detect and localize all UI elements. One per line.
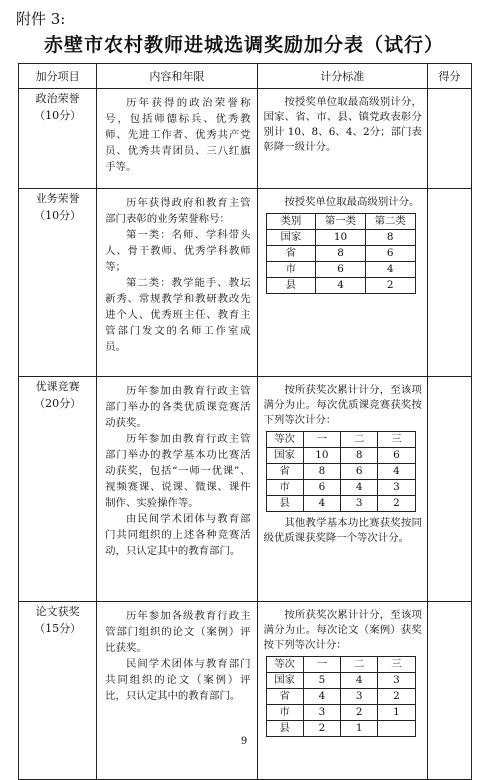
content-paragraph: 历年参加由教育行政主管部门举办的各类优质课竞赛活动获奖。 xyxy=(105,385,251,429)
content-paragraph: 历年获得的政治荣誉称号，包括师德标兵、优秀教师、先进工作者、优秀共产党员、优秀共青团员、三八红旗手等。 xyxy=(105,97,251,173)
item-cell xyxy=(19,189,97,377)
subtable-header-row xyxy=(266,214,415,230)
header-item: 加分项目 xyxy=(19,64,97,89)
content-paragraph: 第二类：教学能手、教坛新秀、常规教学和教研教改先进个人、优秀班主任、教育主管部门发文的名师工作室成员。 xyxy=(105,277,251,353)
subtable-header-cell: 等次 xyxy=(266,432,303,448)
subtable-cell: 1 xyxy=(378,705,415,721)
subtable-cell: 10 xyxy=(303,448,340,464)
subtable-cell: 市 xyxy=(266,262,316,278)
subtable-cell: 国家 xyxy=(266,448,303,464)
standard-paragraph: 按所获奖次累计计分，至该项满分为止。每次优质课竞赛获奖按下列等次计分： xyxy=(263,384,422,426)
subtable-cell: 5 xyxy=(303,673,340,689)
score-subtable xyxy=(266,656,416,737)
table-row xyxy=(19,377,472,602)
annex-label: 附件 3: xyxy=(16,10,66,28)
content-cell xyxy=(97,602,257,780)
content-cell xyxy=(97,189,257,377)
document-title: 赤壁市农村教师进城选调奖励加分表（试行） xyxy=(43,34,444,56)
subtable-cell: 市 xyxy=(266,480,303,496)
standard-cell xyxy=(257,89,427,189)
standard-paragraph: 按授奖单位取最高级别计分，国家、省、市、县、镇党政表彰分别计 10、8、6、4、2分；部门表彰降一级计分。 xyxy=(263,96,422,153)
score-subtable xyxy=(266,213,416,294)
subtable-cell: 8 xyxy=(365,230,415,246)
subtable-header-cell: 等次 xyxy=(266,657,303,673)
subtable-row xyxy=(266,246,415,262)
subtable-row xyxy=(266,496,415,512)
header-content: 内容和年限 xyxy=(97,64,257,89)
subtable-header-cell: 第一类 xyxy=(316,214,366,230)
table-row xyxy=(19,189,472,377)
subtable-cell: 4 xyxy=(378,464,415,480)
subtable-cell: 县 xyxy=(266,278,316,294)
table-header-row xyxy=(19,64,472,89)
subtable-cell: 6 xyxy=(316,262,366,278)
subtable-cell: 国家 xyxy=(266,673,303,689)
item-points: （15分） xyxy=(34,622,82,635)
subtable-cell: 国家 xyxy=(266,230,316,246)
subtable-row xyxy=(266,262,415,278)
subtable-row xyxy=(266,721,415,737)
subtable-cell: 4 xyxy=(341,480,378,496)
subtable-header-cell: 类别 xyxy=(266,214,316,230)
content-paragraph: 民间学术团体与教育部门共同组织的论文（案例）评比，只认定其中的教育部门。 xyxy=(105,658,251,702)
subtable-cell: 2 xyxy=(303,721,340,737)
standard-note: 其他教学基本功比赛获奖按同级优质课获奖降一个等次计分。 xyxy=(263,517,422,544)
standard-paragraph: 按授奖单位取最高级别计分。 xyxy=(284,196,420,208)
subtable-cell: 市 xyxy=(266,705,303,721)
item-cell xyxy=(19,377,97,602)
subtable-cell: 4 xyxy=(341,673,378,689)
subtable-header-cell: 二 xyxy=(341,432,378,448)
subtable-cell: 8 xyxy=(316,246,366,262)
subtable-cell: 3 xyxy=(378,480,415,496)
subtable-cell: 6 xyxy=(303,480,340,496)
subtable-cell: 2 xyxy=(378,496,415,512)
table-row xyxy=(19,89,472,189)
subtable-header-row xyxy=(266,657,415,673)
subtable-cell: 县 xyxy=(266,721,303,737)
content-paragraph: 历年获得政府和教育主管部门表彰的业务荣誉称号： xyxy=(105,197,251,225)
item-cell xyxy=(19,602,97,780)
standard-cell xyxy=(257,189,427,377)
item-name: 优课竞赛 xyxy=(35,380,80,393)
content-paragraph: 历年参加由教育行政主管部门举办的教学基本功比赛活动获奖，包括“一师一优课”、视频赛课、说课、微课、课件制作、实验操作等。 xyxy=(105,433,251,509)
header-standard: 计分标准 xyxy=(257,64,427,89)
subtable-header-cell: 三 xyxy=(378,432,415,448)
subtable-cell: 2 xyxy=(365,278,415,294)
standard-paragraph: 按所获奖次累计计分，至该项满分为止。每次论文（案例）获奖按下列等次计分： xyxy=(263,609,422,651)
subtable-cell: 1 xyxy=(341,721,378,737)
header-score: 得分 xyxy=(427,64,471,89)
subtable-cell: 10 xyxy=(316,230,366,246)
subtable-row xyxy=(266,689,415,705)
table-row xyxy=(19,602,472,780)
subtable-cell: 6 xyxy=(365,246,415,262)
subtable-header-row xyxy=(266,432,415,448)
subtable-header-cell: 二 xyxy=(341,657,378,673)
subtable-cell: 县 xyxy=(266,496,303,512)
content-cell xyxy=(97,89,257,189)
subtable-cell: 2 xyxy=(341,705,378,721)
item-points: （10分） xyxy=(34,209,82,222)
subtable-row xyxy=(266,464,415,480)
subtable-header-cell: 第二类 xyxy=(365,214,415,230)
score-cell xyxy=(427,602,471,780)
page-number: 9 xyxy=(240,736,248,747)
subtable-cell: 8 xyxy=(341,448,378,464)
standard-cell xyxy=(257,602,427,780)
subtable-cell: 省 xyxy=(266,246,316,262)
item-points: （20分） xyxy=(34,397,82,410)
subtable-cell: 省 xyxy=(266,464,303,480)
subtable-cell: 省 xyxy=(266,689,303,705)
subtable-cell: 2 xyxy=(378,689,415,705)
subtable-row xyxy=(266,448,415,464)
subtable-row xyxy=(266,278,415,294)
subtable-row xyxy=(266,673,415,689)
item-cell xyxy=(19,89,97,189)
content-paragraph: 由民间学术团体与教育部门共同组织的上述各种竞赛活动，只认定其中的教育部门。 xyxy=(105,513,251,557)
subtable-row xyxy=(266,230,415,246)
subtable-header-cell: 一 xyxy=(303,432,340,448)
item-points: （10分） xyxy=(34,109,82,122)
subtable-cell xyxy=(378,721,415,737)
item-name: 政治荣誉 xyxy=(35,92,80,105)
subtable-cell: 3 xyxy=(303,705,340,721)
item-name: 论文获奖 xyxy=(35,605,80,618)
subtable-cell: 4 xyxy=(303,689,340,705)
score-cell xyxy=(427,377,471,602)
scoring-table xyxy=(18,63,472,780)
item-name: 业务荣誉 xyxy=(35,192,80,205)
subtable-cell: 8 xyxy=(303,464,340,480)
subtable-row xyxy=(266,480,415,496)
content-paragraph: 第一类：名师、学科带头人、骨干教师、优秀学科教师等； xyxy=(105,229,251,273)
subtable-cell: 6 xyxy=(378,448,415,464)
subtable-cell: 4 xyxy=(303,496,340,512)
score-subtable xyxy=(266,431,416,512)
score-cell xyxy=(427,89,471,189)
subtable-cell: 6 xyxy=(341,464,378,480)
table-body xyxy=(19,89,472,780)
subtable-row xyxy=(266,705,415,721)
subtable-header-cell: 三 xyxy=(378,657,415,673)
standard-cell xyxy=(257,377,427,602)
subtable-header-cell: 一 xyxy=(303,657,340,673)
subtable-cell: 4 xyxy=(365,262,415,278)
subtable-cell: 3 xyxy=(341,496,378,512)
content-cell xyxy=(97,377,257,602)
subtable-cell: 3 xyxy=(378,673,415,689)
subtable-cell: 3 xyxy=(341,689,378,705)
score-cell xyxy=(427,189,471,377)
content-paragraph: 历年参加各级教育行政主管部门组织的论文（案例）评比获奖。 xyxy=(105,610,251,654)
subtable-cell: 4 xyxy=(316,278,366,294)
